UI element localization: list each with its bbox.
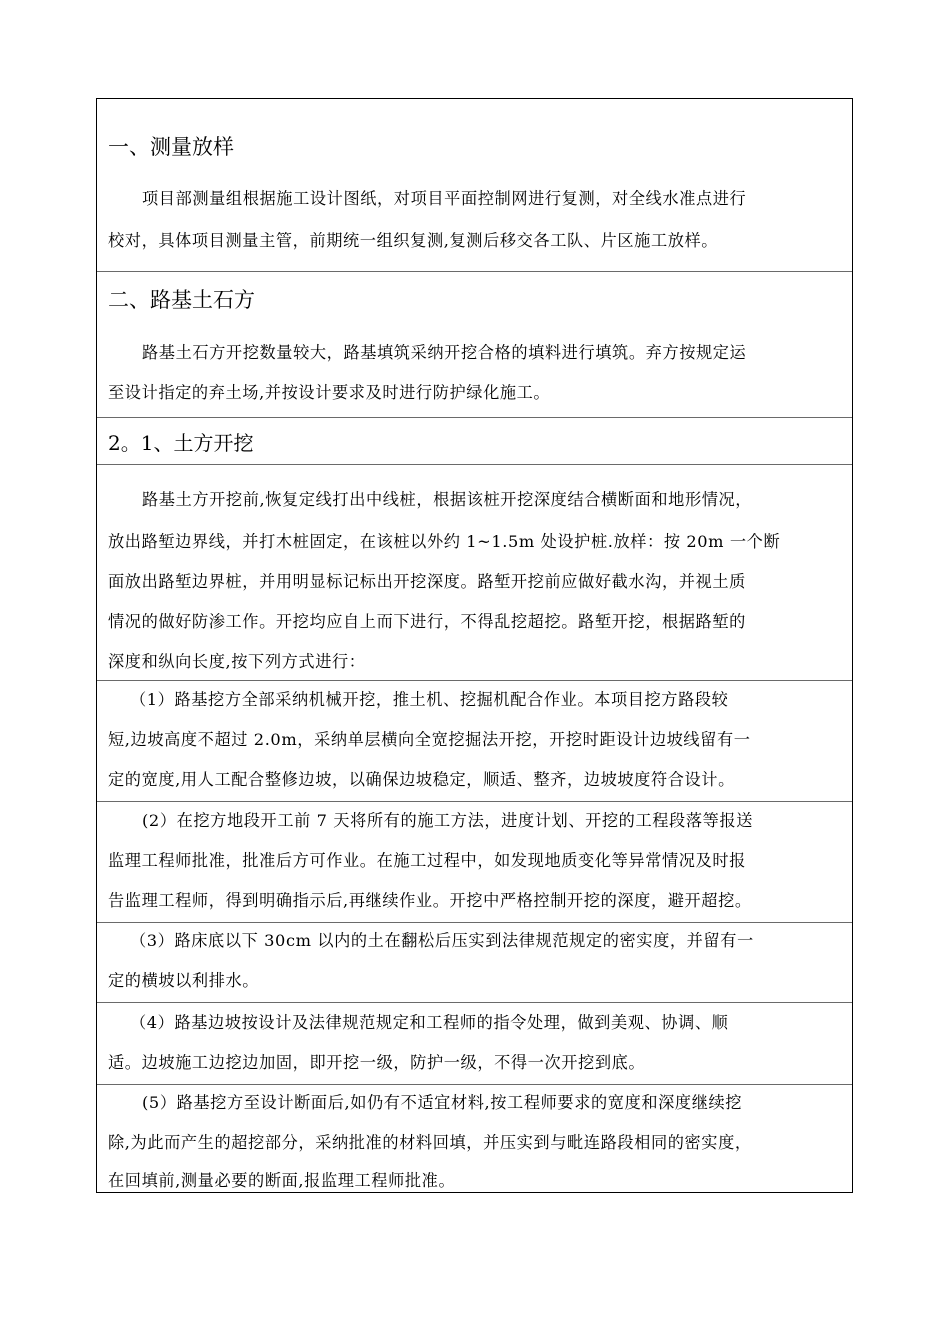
row-divider <box>97 1002 852 1003</box>
section-heading-survey: 一、测量放样 <box>108 135 234 159</box>
paragraph-line: 面放出路堑边界桩，并用明显标记标出开挖深度。路堑开挖前应做好截水沟，并视土质 <box>108 572 746 591</box>
row-divider <box>97 801 852 802</box>
subsection-heading-excavation: 2。1、土方开挖 <box>108 431 254 455</box>
row-divider <box>97 271 852 272</box>
list-item-line: 监理工程师批准，批准后方可作业。在施工过程中，如发现地质变化等异常情况及时报 <box>108 851 746 870</box>
list-item-line: 短,边坡高度不超过 2.0m，采纳单层横向全宽挖掘法开挖，开挖时距设计边坡线留有一 <box>108 730 751 749</box>
list-item-line: 定的横坡以利排水。 <box>108 971 260 990</box>
paragraph-line: 放出路堑边界线，并打木桩固定，在该桩以外约 1~1.5m 处设护桩.放样：按 20m 一个断 <box>108 532 781 551</box>
paragraph-line: 校对，具体项目测量主管，前期统一组织复测,复测后移交各工队、片区施工放样。 <box>108 231 719 250</box>
list-item-line: （3）路床底以下 30cm 以内的土在翻松后压实到法律规范规定的密实度，并留有一 <box>130 931 754 950</box>
row-divider <box>97 417 852 418</box>
list-item-line: 在回填前,测量必要的断面,报监理工程师批准。 <box>108 1171 456 1190</box>
paragraph-line: 至设计指定的弃土场,并按设计要求及时进行防护绿化施工。 <box>108 383 551 402</box>
row-divider <box>97 1084 852 1085</box>
row-divider <box>97 922 852 923</box>
paragraph-line: 深度和纵向长度,按下列方式进行： <box>108 652 366 671</box>
list-item-line: 告监理工程师，得到明确指示后,再继续作业。开挖中严格控制开挖的深度，避开超挖。 <box>108 891 752 910</box>
paragraph-line: 项目部测量组根据施工设计图纸，对项目平面控制网进行复测，对全线水准点进行 <box>142 189 747 208</box>
list-item-line: （4）路基边坡按设计及法律规范规定和工程师的指令处理，做到美观、协调、顺 <box>130 1013 729 1032</box>
list-item-line: 适。边坡施工边挖边加固，即开挖一级，防护一级，不得一次开挖到底。 <box>108 1053 646 1072</box>
paragraph-line: 情况的做好防渗工作。开挖均应自上而下进行，不得乱挖超挖。路堑开挖，根据路堑的 <box>108 612 746 631</box>
paragraph-line: 路基土石方开挖数量较大，路基填筑采纳开挖合格的填料进行填筑。弃方按规定运 <box>142 343 747 362</box>
list-item-line: (5）路基挖方至设计断面后,如仍有不适宜材料,按工程师要求的宽度和深度继续挖 <box>142 1093 743 1112</box>
list-item-line: 除,为此而产生的超挖部分，采纳批准的材料回填，并压实到与毗连路段相同的密实度， <box>108 1133 752 1152</box>
row-divider <box>97 464 852 465</box>
section-heading-earthwork: 二、路基土石方 <box>108 288 255 312</box>
paragraph-line: 路基土方开挖前,恢复定线打出中线桩，根据该桩开挖深度结合横断面和地形情况， <box>142 490 753 509</box>
list-item-line: 定的宽度,用人工配合整修边坡，以确保边坡稳定，顺适、整齐，边坡坡度符合设计。 <box>108 770 735 789</box>
row-divider <box>97 680 852 681</box>
list-item-line: (2）在挖方地段开工前 7 天将所有的施工方法，进度计划、开挖的工程段落等报送 <box>142 811 753 830</box>
list-item-line: （1）路基挖方全部采纳机械开挖，推土机、挖掘机配合作业。本项目挖方路段较 <box>130 690 729 709</box>
